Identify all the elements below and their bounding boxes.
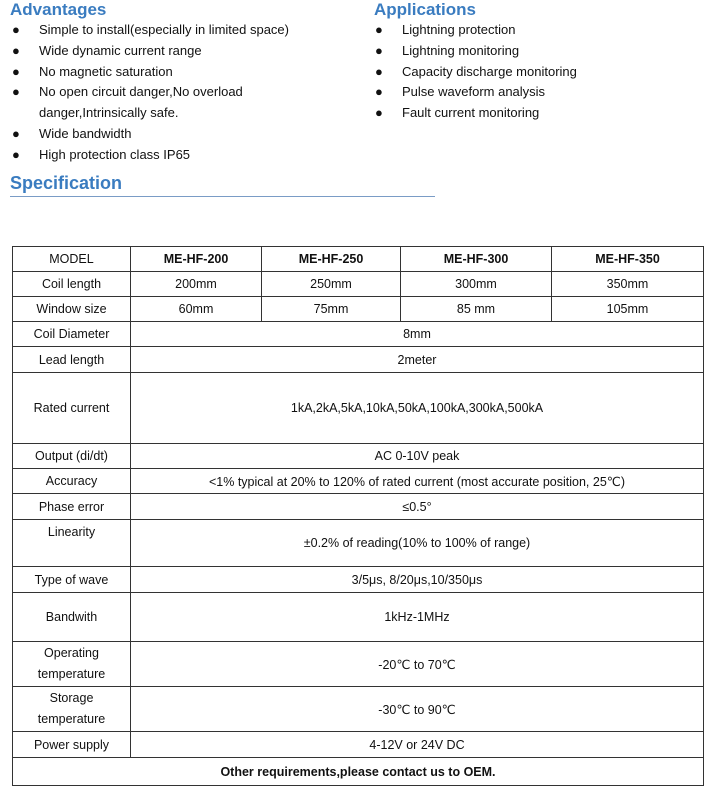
table-footer-row <box>13 758 704 786</box>
table-cell: 85 mm <box>401 297 552 322</box>
row-label: Linearity <box>13 520 131 567</box>
table-row <box>13 642 704 687</box>
row-label: Output (di/dt) <box>13 444 131 469</box>
header-model-300: ME-HF-300 <box>401 247 552 272</box>
table-row <box>13 444 704 469</box>
bullet-icon: ● <box>12 63 20 79</box>
list-item: ● Wide bandwidth <box>11 124 351 145</box>
bullet-icon: ● <box>375 22 383 37</box>
table-cell: 8mm <box>131 322 704 347</box>
row-label: Window size <box>13 297 131 322</box>
row-label: Lead length <box>13 347 131 373</box>
table-cell: ±0.2% of reading(10% to 100% of range) <box>131 520 704 567</box>
list-item-continuation: danger,Intrinsically safe. <box>39 105 179 121</box>
oem-contact-note: Other requirements,please contact us to OEM. <box>13 758 704 786</box>
heading-underline <box>10 196 435 197</box>
bullet-icon: ● <box>375 105 383 121</box>
table-row <box>13 373 704 444</box>
bullet-icon: ● <box>375 42 383 58</box>
table-row <box>13 593 704 642</box>
row-label: Type of wave <box>13 567 131 593</box>
table-cell: -20℃ to 70℃ <box>131 642 704 687</box>
table-row <box>13 347 704 373</box>
row-label-line: temperature <box>37 667 106 681</box>
applications-heading: Applications <box>374 0 477 19</box>
advantages-list <box>11 20 351 166</box>
row-label: Coil Diameter <box>13 322 131 347</box>
row-label-line: temperature <box>37 712 106 726</box>
table-cell: -30℃ to 90℃ <box>131 687 704 732</box>
bullet-icon: ● <box>12 125 20 141</box>
applications-list <box>374 20 694 124</box>
table-cell: 4-12V or 24V DC <box>131 732 704 758</box>
table-cell: 250mm <box>262 272 401 297</box>
row-label <box>13 687 131 732</box>
row-label-line: Operating <box>44 646 99 660</box>
header-model: MODEL <box>13 247 131 272</box>
bullet-icon: ● <box>375 84 383 100</box>
table-cell: 1kHz-1MHz <box>131 593 704 642</box>
bullet-icon: ● <box>12 84 20 100</box>
list-item: ● Fault current monitoring <box>374 103 694 124</box>
table-row <box>13 272 704 297</box>
header-model-250: ME-HF-250 <box>262 247 401 272</box>
row-label: Phase error <box>13 494 131 520</box>
table-cell: 350mm <box>552 272 704 297</box>
table-cell: 300mm <box>401 272 552 297</box>
table-cell: AC 0-10V peak <box>131 444 704 469</box>
table-header-row <box>13 247 704 272</box>
table-cell: 60mm <box>131 297 262 322</box>
table-cell: 75mm <box>262 297 401 322</box>
row-label-line: Storage <box>49 691 94 705</box>
list-item: ● Wide dynamic current range <box>11 41 351 62</box>
bullet-icon: ● <box>12 146 20 162</box>
specification-table <box>12 246 704 786</box>
table-row <box>13 520 704 567</box>
bullet-icon: ● <box>12 42 20 58</box>
list-item: ● No open circuit danger,No overload <box>11 82 351 103</box>
bullet-icon: ● <box>375 63 383 79</box>
table-cell: 1kA,2kA,5kA,10kA,50kA,100kA,300kA,500kA <box>131 373 704 444</box>
table-row <box>13 469 704 494</box>
table-cell: 2meter <box>131 347 704 373</box>
table-row <box>13 494 704 520</box>
list-item: ● Lightning protection <box>374 20 694 41</box>
table-cell: 105mm <box>552 297 704 322</box>
table-cell: <1% typical at 20% to 120% of rated current (most accurate position, 25℃) <box>131 469 704 494</box>
bullet-icon: ● <box>12 22 20 37</box>
header-model-200: ME-HF-200 <box>131 247 262 272</box>
list-item: ● No magnetic saturation <box>11 62 351 83</box>
table-row <box>13 567 704 593</box>
list-item: ● Capacity discharge monitoring <box>374 62 694 83</box>
row-label <box>13 642 131 687</box>
advantages-heading: Advantages <box>10 0 107 19</box>
table-row <box>13 322 704 347</box>
list-item: ● Lightning monitoring <box>374 41 694 62</box>
list-item: ● Simple to install(especially in limited space) <box>11 20 351 41</box>
row-label: Power supply <box>13 732 131 758</box>
specification-heading: Specification <box>10 173 123 193</box>
row-label: Coil length <box>13 272 131 297</box>
table-row <box>13 297 704 322</box>
list-item: ● Pulse waveform analysis <box>374 82 694 103</box>
table-row <box>13 687 704 732</box>
header-model-350: ME-HF-350 <box>552 247 704 272</box>
row-label: Bandwith <box>13 593 131 642</box>
table-cell: 3/5μs, 8/20μs,10/350μs <box>131 567 704 593</box>
table-cell: 200mm <box>131 272 262 297</box>
row-label: Rated current <box>13 373 131 444</box>
table-row <box>13 732 704 758</box>
list-item: ● High protection class IP65 <box>11 145 351 166</box>
row-label: Accuracy <box>13 469 131 494</box>
table-cell: ≤0.5° <box>131 494 704 520</box>
